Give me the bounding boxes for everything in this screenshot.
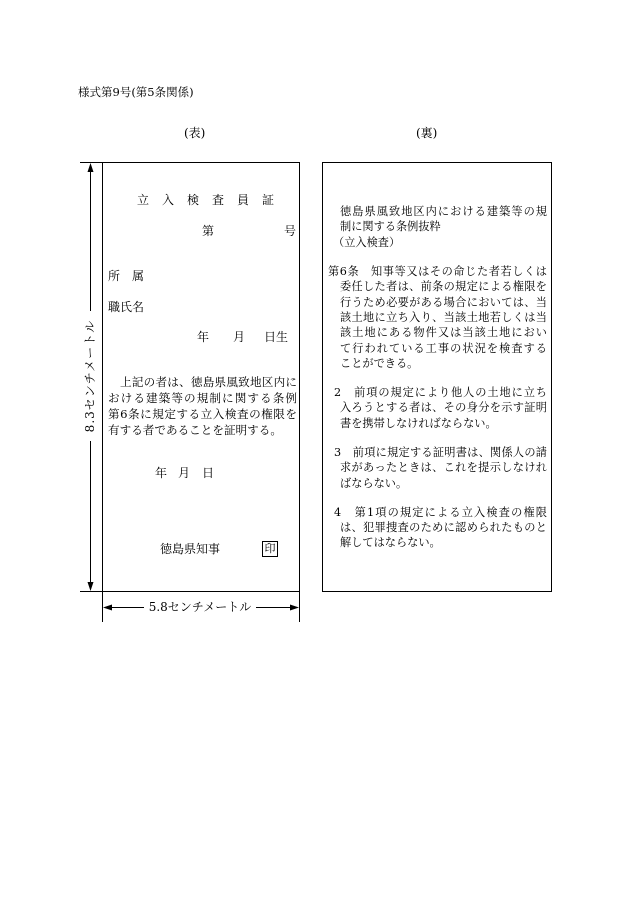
paragraph-line: 解してはならない。 bbox=[340, 536, 441, 550]
article-line: 第6条 知事等又はその命じた者若しくは bbox=[328, 264, 548, 278]
heading-line: 制に関する条例抜粋 bbox=[340, 220, 441, 234]
back-card bbox=[322, 162, 552, 592]
paragraph-2 bbox=[328, 385, 547, 431]
issue-year-label: 年 bbox=[155, 466, 168, 480]
back-side-label: (裏) bbox=[416, 126, 438, 140]
front-side-label: (表) bbox=[184, 126, 206, 140]
width-arrow-left bbox=[103, 605, 112, 611]
issuer: 徳島県知事 bbox=[160, 542, 221, 556]
height-dimension-label: 8.3センチメートル bbox=[82, 311, 98, 441]
paragraph-line: 入ろうとする者は、その身分を示す証明 bbox=[340, 401, 548, 415]
article-line: 委任した者は、前条の規定による権限を bbox=[340, 280, 548, 294]
paragraph-line: 4 第1項の規定による立入検査の権限 bbox=[334, 505, 549, 519]
certificate-number-suffix: 号 bbox=[284, 224, 297, 238]
birth-day-label: 日生 bbox=[264, 330, 289, 344]
article-line: 該土地に立ち入り、当該土地若しくは当 bbox=[340, 310, 548, 324]
heading-line: 徳島県風致地区内における建築等の規 bbox=[340, 205, 549, 218]
article-line: て行われている工事の状況を検査する bbox=[340, 341, 549, 355]
certification-line: 上記の者は、徳島県風致地区内に bbox=[120, 375, 298, 389]
width-dimension-label: 5.8センチメートル bbox=[148, 600, 252, 614]
issue-month-label: 月 bbox=[178, 466, 191, 480]
paragraph-line: は、犯罪捜査のために認められたものと bbox=[340, 521, 548, 535]
height-arrow-top bbox=[88, 163, 94, 172]
article-line: 該土地にある物件又は当該土地におい bbox=[340, 326, 549, 340]
width-arrow-right bbox=[290, 605, 299, 611]
certification-text bbox=[108, 374, 297, 438]
form-number: 様式第9号(第5条関係) bbox=[78, 85, 194, 99]
paragraph-line: 2 前項の規定により他人の土地に立ち bbox=[334, 386, 548, 400]
affiliation-label: 所 属 bbox=[108, 269, 145, 283]
excerpt-heading bbox=[328, 204, 547, 250]
card-title: 立 入 検 査 員 証 bbox=[137, 193, 275, 207]
issue-day-label: 日 bbox=[202, 466, 215, 480]
excerpt-subheading: （立入検査） bbox=[333, 235, 401, 249]
article-line: 行うため必要がある場合においては、当 bbox=[340, 295, 548, 309]
seal-stamp: 印 bbox=[262, 541, 278, 557]
certification-line: 有する者であることを証明する。 bbox=[108, 423, 282, 437]
paragraph-line: 書を携帯しなければならない。 bbox=[340, 416, 497, 430]
certification-line: おける建築等の規制に関する条例 bbox=[108, 391, 299, 405]
paragraph-4 bbox=[328, 505, 547, 551]
birth-month-label: 月 bbox=[233, 330, 246, 344]
certificate-number-prefix: 第 bbox=[202, 224, 215, 238]
certification-line: 第6条に規定する立入検査の権限を bbox=[108, 407, 298, 421]
paragraph-line: 求があったときは、これを提示しなけれ bbox=[340, 461, 548, 475]
paragraph-line: 3 前項に規定する証明書は、関係人の請 bbox=[334, 445, 548, 459]
height-arrow-bottom bbox=[88, 582, 94, 591]
front-card bbox=[102, 162, 300, 592]
name-label: 職氏名 bbox=[108, 300, 145, 314]
ordinance-excerpt bbox=[328, 204, 547, 551]
paragraph-line: ばならない。 bbox=[340, 476, 408, 490]
article-line: ことができる。 bbox=[340, 357, 419, 371]
paragraph-3 bbox=[328, 445, 547, 491]
article-6 bbox=[328, 264, 547, 372]
birth-year-label: 年 bbox=[197, 330, 210, 344]
